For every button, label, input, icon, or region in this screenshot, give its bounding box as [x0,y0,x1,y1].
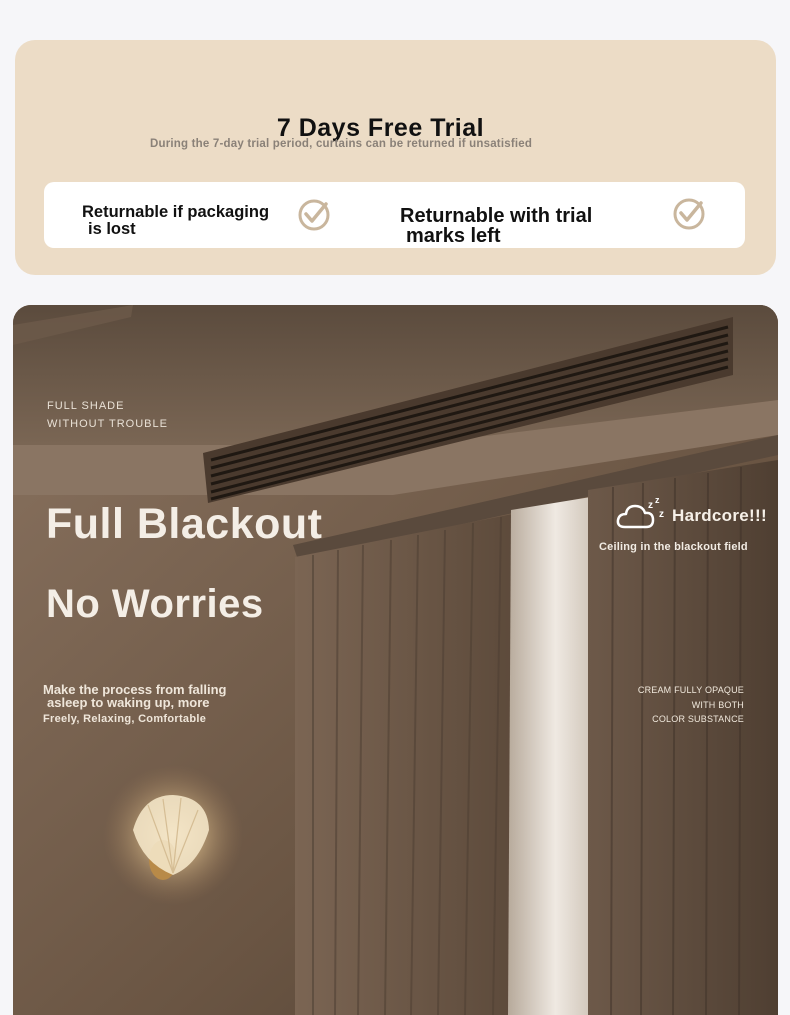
material-line: COLOR SUBSTANCE [652,714,744,724]
description-line: asleep to waking up, more [47,695,210,710]
description-line: Make the process from falling [43,682,227,697]
trial-title: 7 Days Free Trial [276,114,485,142]
feature-returnable-packaging [82,204,269,237]
svg-text:z: z [659,509,664,520]
headline-full-blackout: Full Blackout [46,500,323,548]
feature-label: Returnable if packaging [82,203,270,221]
svg-text:z: z [648,500,653,511]
tagline-line: WITHOUT TROUBLE [47,418,168,430]
description-line: Freely, Relaxing, Comfortable [43,713,207,725]
trial-features-panel [44,182,745,248]
blackout-hero [13,305,778,1015]
svg-text:z: z [655,495,660,505]
trial-subtitle: During the 7-day trial period, curtains can be returned if unsatisfied [150,138,533,150]
feature-label: is lost [88,219,136,238]
feature-label: marks left [406,225,501,247]
cloud-sleep-icon [615,495,665,531]
headline-no-worries: No Worries [46,582,264,626]
feature-label: Returnable with trial [400,205,593,227]
badge-subtitle: Ceiling in the blackout field [599,541,748,553]
hardcore-badge-text: Hardcore!!! [672,506,767,525]
material-note [638,683,744,727]
material-line: WITH BOTH [691,699,744,710]
check-circle-icon [672,197,706,231]
check-circle-icon [297,198,331,232]
hero-description [43,683,227,725]
tagline-line: FULL SHADE [47,400,125,412]
feature-returnable-marks [400,206,592,246]
hero-tagline [47,397,168,433]
material-line: CREAM FULLY OPAQUE [637,685,744,695]
